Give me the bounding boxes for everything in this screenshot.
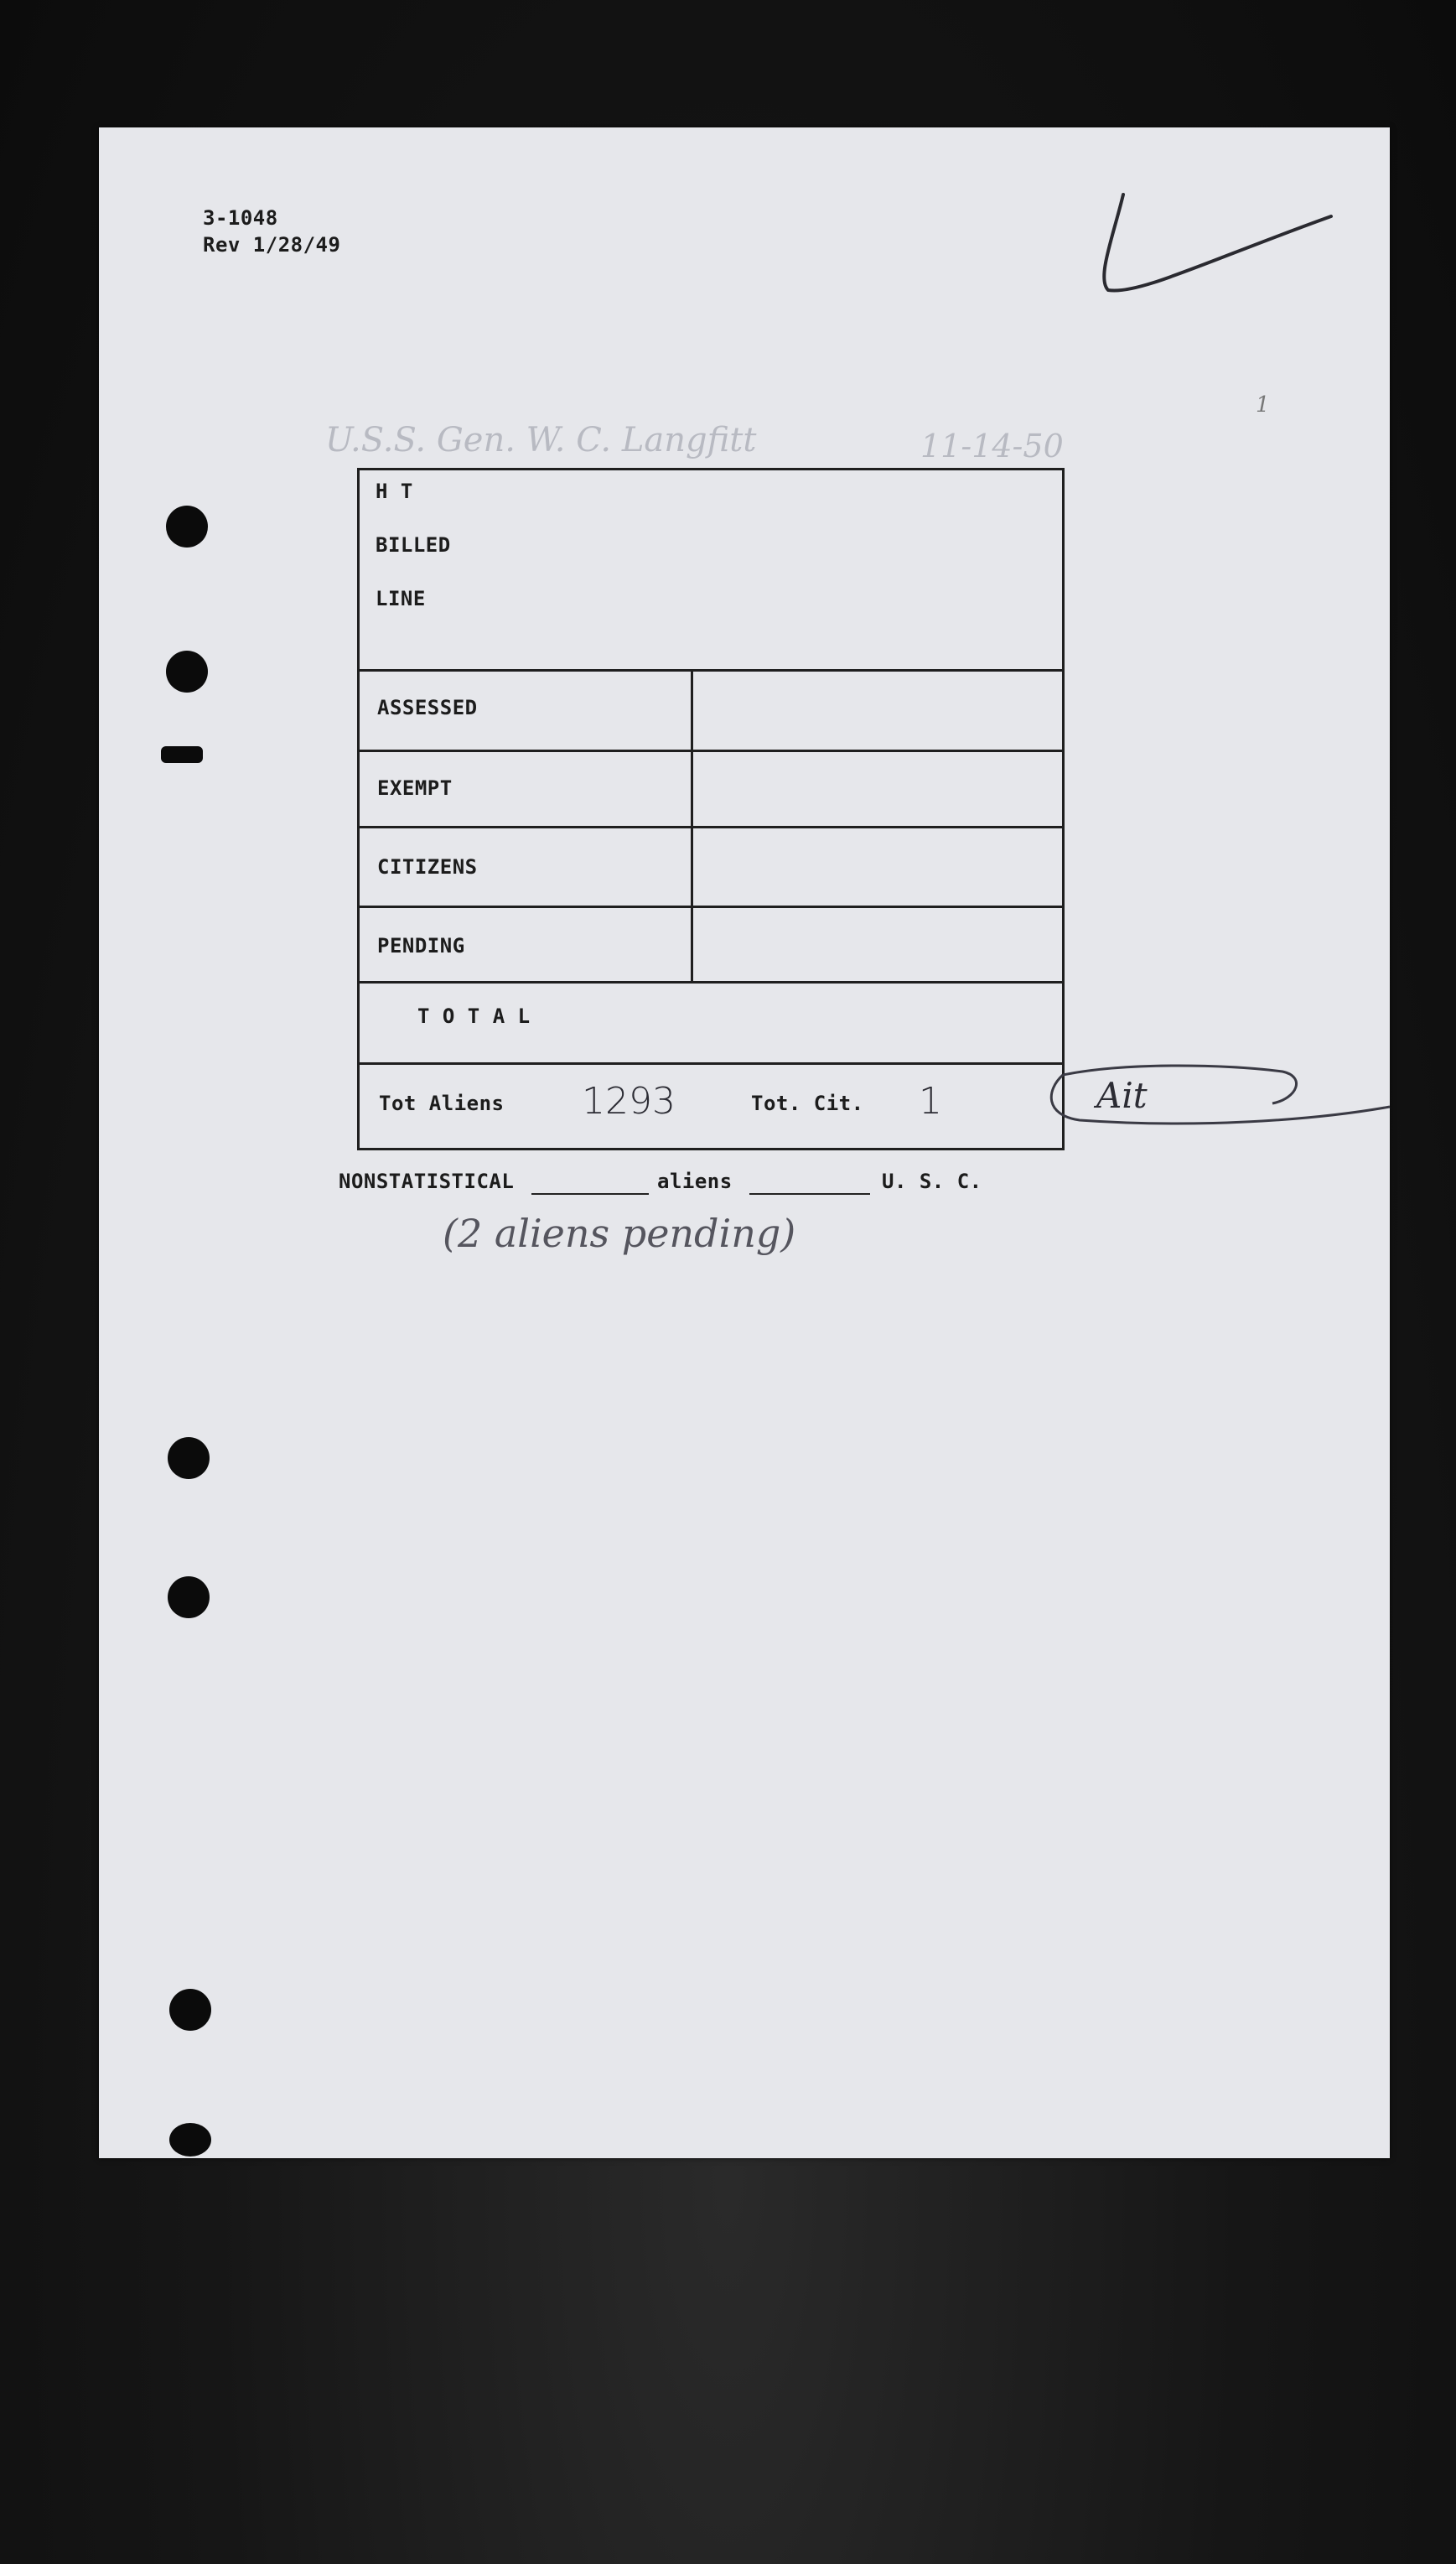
row-divider — [357, 906, 1065, 908]
note-handwritten: (2 aliens pending) — [443, 1211, 796, 1256]
label-ht: H T — [376, 480, 413, 503]
punch-hole — [166, 506, 208, 548]
label-nonstatistical: NONSTATISTICAL — [339, 1170, 515, 1193]
label-tot-aliens: Tot Aliens — [379, 1092, 505, 1115]
value-tot-aliens: 1293 — [582, 1080, 676, 1123]
label-tot-cit: Tot. Cit. — [751, 1092, 864, 1115]
label-citizens: CITIZENS — [377, 855, 478, 879]
column-divider — [691, 669, 693, 981]
form-revision: Rev 1/28/49 — [203, 233, 341, 257]
aliens-blank — [749, 1193, 870, 1195]
date-handwritten: 11-14-50 — [920, 428, 1064, 465]
page-mark: 1 — [1256, 392, 1270, 418]
initials-handwritten: Ait — [1096, 1075, 1148, 1116]
nonstatistical-blank — [531, 1193, 649, 1195]
label-usc: U. S. C. — [882, 1170, 982, 1193]
punch-hole — [168, 1576, 210, 1618]
punch-hole — [166, 651, 208, 693]
row-divider — [357, 1062, 1065, 1065]
form-number: 3-1048 — [203, 206, 278, 230]
row-divider — [357, 669, 1065, 672]
label-line: LINE — [376, 587, 426, 610]
label-assessed: ASSESSED — [377, 696, 478, 719]
label-pending: PENDING — [377, 934, 465, 958]
label-aliens: aliens — [657, 1170, 733, 1193]
punch-hole — [169, 1989, 211, 2031]
punch-hole — [168, 1437, 210, 1479]
row-divider — [357, 826, 1065, 828]
row-divider — [357, 750, 1065, 752]
checkmark-icon — [1088, 186, 1356, 304]
punch-mark — [161, 746, 203, 763]
row-divider — [357, 981, 1065, 984]
initials-circle-icon — [1029, 1056, 1398, 1140]
value-tot-cit: 1 — [919, 1080, 942, 1123]
label-exempt: EXEMPT — [377, 776, 453, 800]
form-table — [357, 468, 1065, 1150]
label-billed: BILLED — [376, 533, 451, 557]
label-total: T O T A L — [417, 1004, 531, 1028]
punch-hole — [169, 2123, 211, 2157]
ship-name-handwritten: U.S.S. Gen. W. C. Langfitt — [325, 421, 757, 459]
document-page — [99, 127, 1390, 2158]
